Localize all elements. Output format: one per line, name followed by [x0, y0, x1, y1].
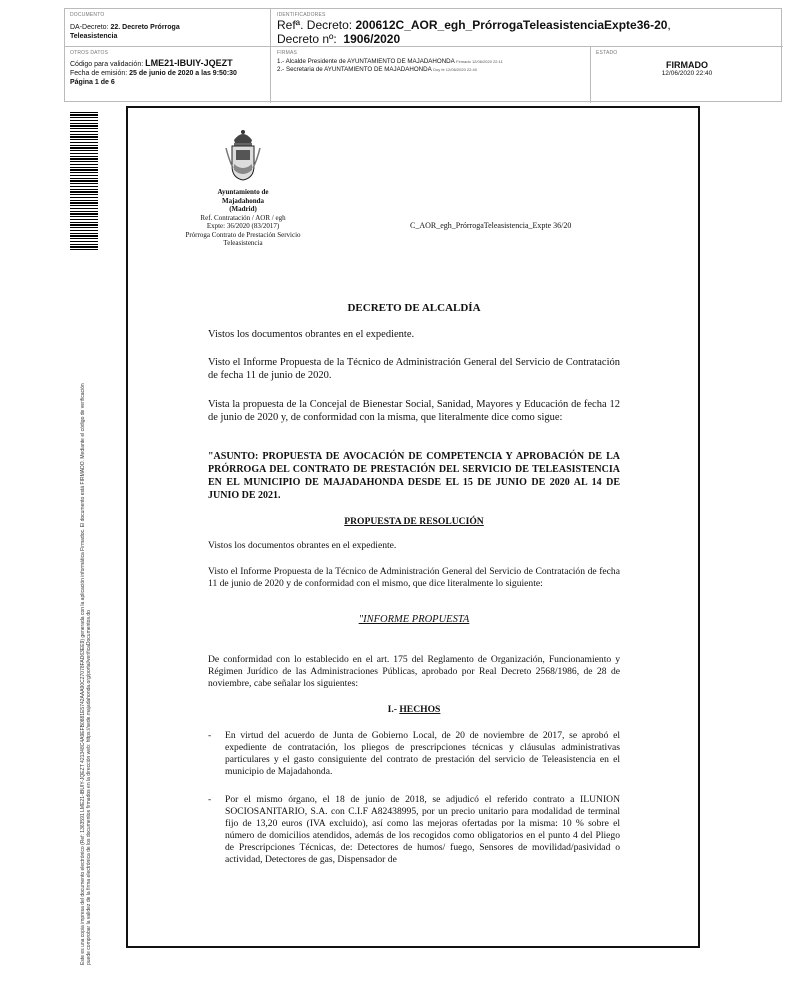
- asunto: "ASUNTO: PROPUESTA DE AVOCACIÓN DE COMPETENCIA Y APROBACIÓN DE LA PRÓRROGA DEL CONTRATO DE PRESTACIÓN DEL SERVICIO DE TELEASISTENCIA EN EL MUNICIPIO DE MAJADAHONDA DESDE EL 15 DE JUNIO DE 2020 AL 14 DE JUNIO DE 2021.: [208, 451, 620, 501]
- firma-1: 1.- Alcalde Presidente de AYUNTAMIENTO DE MAJADAHONDA Firmado 12/06/2020 22:11: [277, 58, 503, 65]
- otros-datos-label: OTROS DATOS: [70, 50, 109, 56]
- list-item: - Por el mismo órgano, el 18 de junio de 2018, se adjudicó el referido contrato a ILUNION SOCIOSANITARIO, S.A. con C.I.F A82438995, por un precio unitario para modalidad de terminal fijo de 13,20 euros (IVA excluido), así como las mejoras ofertadas por la misma: 10 % sobre el número de domicilios atendidos, además de los recogidos como obligatorios en el punto 4 del Pliego de Prescripciones Técnicas, de: Detectores de humos/ fuego, Sensores de movilidad/pasividad o actividad, Detectores de gas, Dispensador de: [208, 794, 620, 865]
- paragraph: Visto el Informe Propuesta de la Técnico de Administración General del Servicio de Contratación de fecha 11 de junio de 2020.: [208, 357, 620, 381]
- firmas-label: FIRMAS: [277, 50, 298, 56]
- fecha-emision: Fecha de emisión: 25 de junio de 2020 a las 9:50:30: [70, 70, 237, 77]
- document-page: [126, 106, 700, 948]
- documento-cell: [65, 9, 271, 47]
- firma-2: 2.- Secretaria de AYUNTAMIENTO DE MAJADAHONDA Doy fe 12/06/2020 22:40: [277, 66, 477, 73]
- paragraph: Vistos los documentos obrantes en el expediente.: [208, 540, 397, 551]
- list-item: - En virtud del acuerdo de Junta de Gobierno Local, de 20 de noviembre de 2017, se aprobó el expediente de contratación, los pliegos de prescripciones técnicas y cláusulas administrativas particulares y el gasto consiguiente del contrato de prestación del servicio de Teleasistencia en el municipio de Majadahonda.: [208, 730, 620, 777]
- paragraph: Visto el Informe Propuesta de la Técnico de Administración General del Servicio de Contratación de fecha 11 de junio de 2020 y de conformidad con el mismo, que dice literalmente lo siguiente:: [208, 566, 620, 589]
- paragraph: De conformidad con lo establecido en el art. 175 del Reglamento de Organización, Funcionamiento y Régimen Jurídico de las Administraciones Públicas, aprobado por Real Decreto 2568/1986, de 28 de noviembre, cabe señalar los siguientes:: [208, 654, 620, 689]
- identificadores-cell: [271, 9, 783, 47]
- document-header: [64, 8, 782, 102]
- estado-value: FIRMADO: [666, 60, 708, 70]
- paragraph: Vista la propuesta de la Concejal de Bienestar Social, Sanidad, Mayores y Educación de fecha 12 de junio de 2020 y, de conformidad con la misma, que literalmente dice como sigue:: [208, 399, 620, 423]
- section-heading: PROPUESTA DE RESOLUCIÓN: [344, 516, 484, 527]
- codigo-validacion: Código para validación: LME21-IBUIY-JQEZT: [70, 58, 233, 68]
- vertical-verification-text: Este es una copia impresa del documento electrónico (Ref: 1363591 LME21-IBUIY-JQEZT 421348C4A9EFB0881E5742AAA90C27078FAD63EE9) generada con la aplicación informática Firmadoc. El documento está FIRMADO. Mediante el código de verificación puede comprobar la validez de la firma electrónica de los documentos firmados en la dirección web: https://sede.majadahonda.org/portal/verificaDocumentos.do: [80, 383, 92, 965]
- otros-datos-cell: [65, 47, 271, 103]
- estado-date: 12/06/2020 22:40: [661, 70, 713, 77]
- coat-of-arms-icon: [224, 126, 262, 182]
- ref-decreto: Refª. Decreto: 200612C_AOR_egh_PrórrogaTeleasistenciaExpte36-20,: [277, 18, 671, 32]
- informe-heading: "INFORME PROPUESTA: [358, 614, 470, 625]
- barcode: [70, 110, 98, 250]
- estado-cell: [591, 47, 783, 103]
- page-title: DECRETO DE ALCALDÍA: [347, 302, 481, 314]
- hechos-heading: I.- HECHOS: [387, 704, 441, 715]
- documento-label: DOCUMENTO: [70, 12, 105, 18]
- estado-label: ESTADO: [596, 50, 618, 56]
- decreto-number: Decreto nº: 1906/2020: [277, 32, 401, 46]
- documento-value: DA-Decreto: 22. Decreto Prórroga Teleasistencia: [70, 24, 180, 40]
- pagina: Página 1 de 6: [70, 79, 115, 86]
- document-reference: C_AOR_egh_PrórrogaTeleasistencia_Expte 36/20: [410, 221, 572, 230]
- letterhead: Ayuntamiento de Majadahonda (Madrid) Ref. Contratación / AOR / egh Expte: 36/2020 (83/2017) Prórroga Contrato de Prestación Servicio Teleasistencia: [185, 188, 301, 247]
- identificadores-label: IDENTIFICADORES: [277, 12, 326, 18]
- firmas-cell: [271, 47, 591, 103]
- paragraph: Vistos los documentos obrantes en el expediente.: [208, 329, 415, 340]
